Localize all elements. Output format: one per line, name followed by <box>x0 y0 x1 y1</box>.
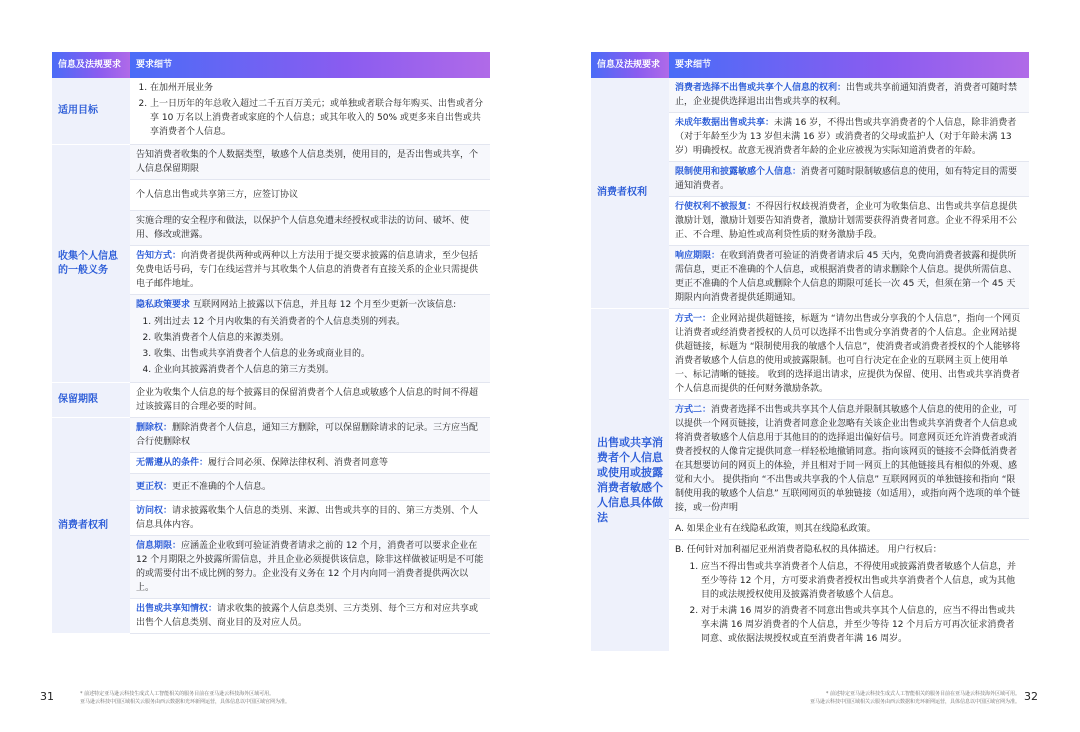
footnote-line: 亚马逊云科技中国区域相关云服务由西云数据和光环新网运营，具体信息以中国区域官网为准。 <box>809 699 1020 705</box>
left-requirements-table <box>52 52 490 634</box>
collection-method <box>130 246 490 295</box>
category-consumer-rights: 消费者权利 <box>52 418 130 634</box>
category-retention: 保留期限 <box>52 383 130 418</box>
right-no-retaliation <box>669 197 1029 246</box>
right-know-sale <box>130 599 490 634</box>
list-item: 1. 应当不得出售或共享消费者个人信息，不得使用或披露消费者敏感个人信息，并至少等待 12 个月，方可要求消费者授权出售或共享消费者个人信息，或为其他目的或法规授权使用及披露消费者敏感个人信息。 <box>701 560 1023 602</box>
label: 更正权： <box>136 482 173 492</box>
text: 履行合同必须、保障法律权利、消费者同意等 <box>208 458 389 468</box>
label: 删除权： <box>136 423 173 433</box>
list-item: 2. 上一日历年的年总收入超过二千五百万美元；或单独或者联合每年购买、出售或者分享 10 万名以上消费者或家庭的个人信息；或其年收入的 50% 或更多来自出售或共享消费者个人信息。 <box>150 97 484 139</box>
label: 消费者选择不出售或共享个人信息的权利： <box>675 83 847 93</box>
right-page <box>540 0 1080 732</box>
collection-notice: 告知消费者收集的个人数据类型，敏感个人信息类别，使用目的，是否出售或共享，个人信息保留期限 <box>130 145 490 180</box>
right-exceptions <box>130 453 490 474</box>
footnote-line: * 前述特定亚马逊云科技生成式人工智能相关的服务目前在亚马逊云科技海外区域可用。 <box>825 691 1020 697</box>
list-item: 4. 企业向其披露消费者个人信息的第三方类别。 <box>154 363 484 377</box>
table-row <box>591 78 1029 113</box>
text: 在收到消费者可验证的消费者请求后 45 天内，免费向消费者披露和提供所需信息，更正不准确的个人信息，或根据消费者的请求删除个人信息。提供所需信息、更正不准确的个人信息或删除个人信息的期限可延长一次 45 天，但须在第一个 45 天期限内向消费者提供延期通知。 <box>675 251 1018 303</box>
category-opt-out-practice: 出售或共享消费者个人信息或使用或披露消费者敏感个人信息具体做法 <box>591 309 669 652</box>
label: 信息期限： <box>136 541 182 551</box>
collection-security: 实施合理的安全程序和做法，以保护个人信息免遭未经授权或非法的访问、破坏、使用、修改或泄露。 <box>130 211 490 246</box>
table-row <box>52 383 490 418</box>
label: 方式一： <box>675 314 712 324</box>
text: 不得因行权歧视消费者，企业可为收集信息、出售或共享信息提供激励计划，激励计划要告知消费者，激励计划需要获得消费者同意。企业不得采用不公正、不合理、胁迫性或高利贷性质的财务激励手段。 <box>675 202 1018 240</box>
table-row <box>52 418 490 453</box>
option-a: A. 如果企业有在线隐私政策，则其在线隐私政策。 <box>669 519 1029 540</box>
text: 出售或共享前通知消费者，消费者可随时禁止，企业提供选择退出出售或共享的权利。 <box>675 83 1018 107</box>
right-correct <box>130 474 490 501</box>
list-item: 3. 收集、出售或共享消费者个人信息的业务或商业目的。 <box>154 347 484 361</box>
text: 更正不准确的个人信息。 <box>172 482 272 492</box>
right-info-period <box>130 536 490 599</box>
list-item: 1. 在加州开展业务 <box>150 81 484 95</box>
collection-privacy-policy <box>130 295 490 383</box>
text: 未满 16 岁，不得出售或共享消费者的个人信息，除非消费者（对于年龄至少为 13 岁但未满 16 岁）或消费者的父母或监护人（对于年龄未满 13 岁）明确授权。故意无视消费者年龄的企业应被视为实际知道消费者的年龄。 <box>675 118 1017 156</box>
list-item: 2. 收集消费者个人信息的来源类别。 <box>154 331 484 345</box>
text: 互联网网站上披露以下信息，并且每 12 个月至少更新一次该信息: <box>192 300 457 310</box>
header-col-requirement: 信息及法规要求 <box>591 52 669 78</box>
footnote-line: * 前述特定亚马逊云科技生成式人工智能相关的服务目前在亚马逊云科技海外区域可用。 <box>80 691 275 697</box>
category-applicability: 适用目标 <box>52 78 130 145</box>
header-col-detail: 要求细节 <box>669 52 1029 78</box>
label: 告知方式： <box>136 251 182 261</box>
retention-detail: 企业为收集个人信息的每个披露目的保留消费者个人信息或敏感个人信息的时间不得超过该披露目的合理必要的时间。 <box>130 383 490 418</box>
text: 消费者选择不出售或共享其个人信息并限制其敏感个人信息的使用的企业，可以提供一个网页链接，让消费者同意企业忽略有关该企业出售或共享消费者个人信息或将消费者敏感个人信息用于其他目的的选择退出偏好信号。同意网页还允许消费者或消费者授权的人像肯定提供同意一样轻松地撤销同意。指向该网页的链接不会降低消费者在其想要访问的网页上的体验，并且相对于同一网页上的其他链接具有相似的外观、感觉和大小。 提供指向 “不出售或共享我的个人信息” 互联网网页的单独链接和指向 “限制使用我的敏感个人信息” 互联网网页的单独链接（如适用），或指向两个选项的单个链接，或一份声明 <box>675 405 1021 513</box>
footnote <box>80 690 340 706</box>
category-collection: 收集个人信息的一般义务 <box>52 145 130 383</box>
text: 企业网站提供超链接，标题为 “请勿出售或分享我的个人信息”，指向一个网页让消费者或经消费者授权的人员可以选择不出售或分享消费者的个人信息。企业网站提供超链接，标题为 “限制使用我的敏感个人信息”，使消费者或消费者授权的个人能够将消费者敏感个人信息的使用或披露限制。也可自行决定在企业的互联网主页上使用单一、标记清晰的链接。 收到的选择退出请求，应提供为保留、使用、出售或共享消费者个人信息而提供的任何财务激励条款。 <box>675 314 1021 394</box>
right-requirements-table <box>591 52 1029 652</box>
method-one <box>669 309 1029 400</box>
right-opt-out <box>669 78 1029 113</box>
text: 向消费者提供两种或两种以上方法用于提交要求披露的信息请求，至少包括免费电话号码，专门在线运营并与其收集个人信息的消费者有直接关系的企业只需提供电子邮件地址。 <box>136 251 479 289</box>
list-item: 2. 对于未满 16 周岁的消费者不同意出售或共享其个人信息的，应当不得出售或共享未满 16 周岁消费者的个人信息，并至少等待 12 个月后方可再次征求消费者同意、或依据法规授权或直至消费者年满 16 周岁。 <box>701 604 1023 646</box>
text: 消费者可随时限制敏感信息的使用，如有特定目的需要通知消费者。 <box>675 167 1018 191</box>
table-header-row <box>591 52 1029 78</box>
category-consumer-rights: 消费者权利 <box>591 78 669 309</box>
label: 行使权利不被报复： <box>675 202 757 212</box>
label: 响应期限： <box>675 251 721 261</box>
option-b <box>669 540 1029 652</box>
label: 未成年数据出售或共享： <box>675 118 775 128</box>
method-two <box>669 400 1029 519</box>
label: 出售或共享知情权： <box>136 604 218 614</box>
text: 请求披露收集个人信息的类别、来源、出售或共享的目的、第三方类别、个人信息具体内容。 <box>136 506 479 530</box>
table-row <box>52 145 490 180</box>
label: 无需遵从的条件： <box>136 458 209 468</box>
footnote-line: 亚马逊云科技中国区域相关云服务由西云数据和光环新网运营，具体信息以中国区域官网为准。 <box>80 699 291 705</box>
right-minor-data <box>669 113 1029 162</box>
page-number: 32 <box>1024 690 1038 703</box>
header-col-requirement: 信息及法规要求 <box>52 52 130 78</box>
table-row <box>591 309 1029 400</box>
collection-third-party: 个人信息出售或共享第三方，应签订协议 <box>130 180 490 211</box>
label: 限制使用和披露敏感个人信息： <box>675 167 802 177</box>
text: 删除消费者个人信息，通知三方删除，可以保留删除请求的记录。三方应当配合行使删除权 <box>136 423 479 447</box>
right-limit-sensitive <box>669 162 1029 197</box>
option-b-text: B. 任何针对加利福尼亚州消费者隐私权的具体描述。 用户行权后： <box>675 545 942 555</box>
label: 隐私政策要求 <box>136 300 191 310</box>
list-item: 1. 列出过去 12 个月内收集的有关消费者的个人信息类别的列表。 <box>154 315 484 329</box>
table-header-row <box>52 52 490 78</box>
label: 访问权： <box>136 506 173 516</box>
text: 请求收集的披露个人信息类别、三方类别、每个三方和对应共享或出售个人信息类别、商业目的及对应人员。 <box>136 604 479 628</box>
right-response-period <box>669 246 1029 309</box>
table-row <box>52 78 490 145</box>
right-access <box>130 501 490 536</box>
header-col-detail: 要求细节 <box>130 52 490 78</box>
applicability-detail <box>130 78 490 145</box>
text: 应涵盖企业收到可验证消费者请求之前的 12 个月，消费者可以要求企业在 12 个月期限之外披露所需信息，并且企业必须提供该信息，除非这样做被证明是不可能的或需要付出不成比例的努力。企业没有义务在 12 个月内向同一消费者提供两次以上。 <box>136 541 484 593</box>
right-delete <box>130 418 490 453</box>
footnote <box>760 690 1020 706</box>
page-number: 31 <box>40 690 54 703</box>
label: 方式二： <box>675 405 712 415</box>
